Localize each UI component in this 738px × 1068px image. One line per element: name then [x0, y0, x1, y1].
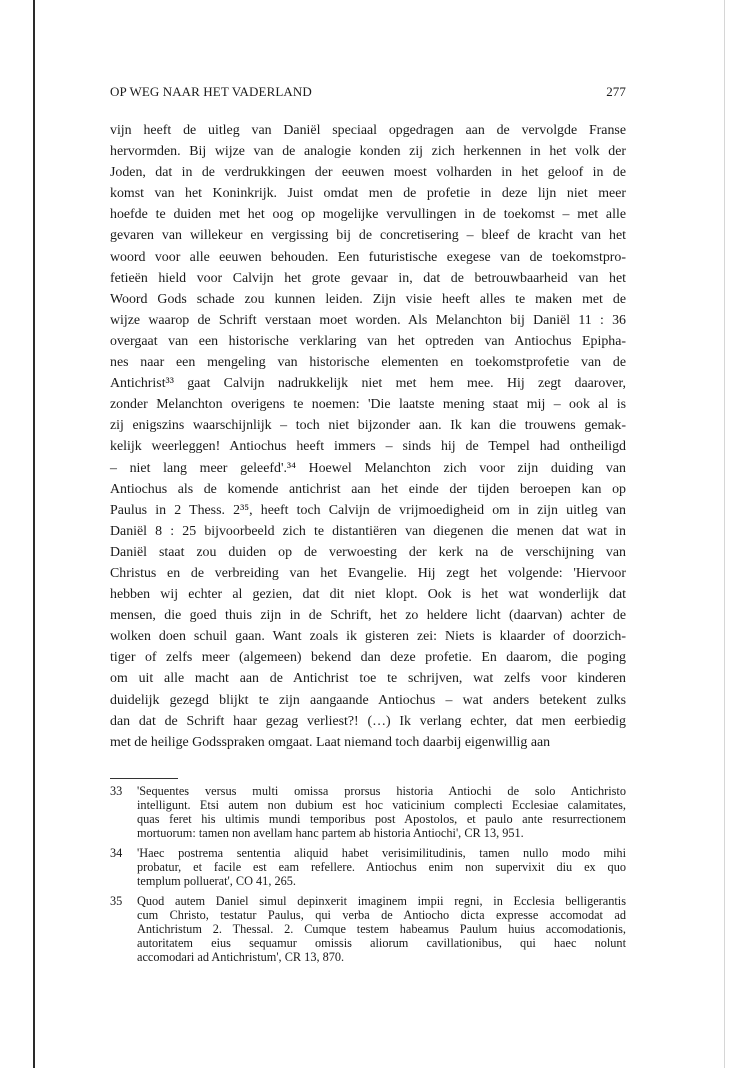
body-line: Daniël 8 : 25 bijvoorbeeld zich te distantiëren van diegenen die menen dat wat in: [110, 523, 626, 539]
page-right-edge-line: [724, 0, 725, 1068]
body-line: – niet lang meer geleefd'.³⁴ Hoewel Melanchton zich voor zijn duiding van: [110, 460, 626, 476]
body-line: komst van het Koninkrijk. Juist omdat men de profetie in deze lijn niet meer: [110, 186, 626, 202]
footnote-35: [110, 894, 626, 964]
footnote-line: 'Sequentes versus multi omissa prorsus historia Antiochi de solo Antichristo: [137, 784, 626, 798]
footnote-line: accomodari ad Antichristum', CR 13, 870.: [137, 950, 345, 964]
body-line: hebben wij echter al gezien, dat dit niet klopt. Ook is het wat wonderlijk dat: [110, 587, 626, 603]
footnote-separator: [110, 778, 178, 779]
body-line: Christus en de verbreiding van het Evangelie. Hij zegt het volgende: 'Hiervoor: [110, 565, 626, 581]
body-line: wolken doen schuil gaan. Want zoals ik gisteren zei: Niets is klaarder of doorzich-: [110, 629, 626, 645]
footnote-33: [110, 784, 626, 840]
footnote-line: templum polluerat', CO 41, 265.: [137, 874, 296, 888]
body-line: Antichrist³³ gaat Calvijn nadrukkelijk niet met hem mee. Hij zegt daarover,: [110, 376, 626, 392]
body-line: Woord Gods schade zou kunnen leiden. Zijn visie heeft alles te maken met de: [110, 291, 626, 307]
footnote-number: 33: [110, 784, 123, 798]
body-line: Daniël staat zou duiden op de verwoesting der kerk na de verschijning van: [110, 544, 626, 560]
body-line: fetieën hield voor Calvijn het grote gevaar in, dat de betrouwbaarheid van het: [110, 270, 626, 286]
body-line: wijze waarop de Schrift verstaan moet worden. Als Melanchton bij Daniël 11 : 36: [110, 312, 626, 328]
body-line: Joden, dat in de verdrukkingen der eeuwen moest volharden in het geloof in de: [110, 165, 626, 181]
body-line: met de heilige Godsspraken omgaat. Laat niemand toch daarbij eigenwillig aan: [110, 734, 551, 750]
body-line: gevaren van willekeur en vergissing bij de concretisering – bleef de kracht van het: [110, 228, 626, 244]
body-line: zonder Melanchton overigens te noemen: 'Die laatste mening staat mij – ook al is: [110, 397, 626, 413]
body-line: kelijk weerleggen! Antiochus heeft immers – sinds hij de Tempel had ontheiligd: [110, 439, 626, 455]
body-line: Paulus in 2 Thess. 2³⁵, heeft toch Calvijn de vrijmoedigheid om in zijn uitleg van: [110, 502, 626, 518]
body-line: hervormden. Bij wijze van de analogie konden zij zich herkennen in het volk der: [110, 144, 626, 160]
body-line: nes naar een mengeling van historische elementen en toekomstprofetie van de: [110, 355, 626, 371]
footnotes: [110, 784, 626, 970]
body-line: zij enigszins waarschijnlijk – toch niet bijzonder aan. Ik kan die trouwens gemak-: [110, 418, 626, 434]
body-text: [110, 120, 626, 753]
footnote-34: [110, 846, 626, 888]
body-line: tiger of zelfs meer (algemeen) bekend dan deze profetie. En daarom, die poging: [110, 650, 626, 666]
footnote-line: Quod autem Daniel simul depinxerit imaginem impii regni, in Ecclesia belligerantis: [137, 894, 626, 908]
footnote-line: intelligunt. Etsi autem non dubium est hoc vaticinium complecti Ecclesiae calamitates,: [137, 798, 626, 812]
body-line: duidelijk gezegd blijkt te zijn aangaande Antiochus – wat anders betekent zulks: [110, 692, 626, 708]
footnote-line: autoritatem eius sequamur omissis aliorum cavillationibus, qui haec nolunt: [137, 936, 626, 950]
footnote-number: 35: [110, 894, 123, 908]
footnote-line: Antichristum 2. Thessal. 2. Cumque testem habeamus Paulum huius accomodationis,: [137, 922, 626, 936]
body-line: om uit alle macht aan de Antichrist toe te schrijven, wat zelfs voor kinderen: [110, 671, 626, 687]
body-line: dan dat de Schrift haar gezag verliest?! (…) Ik verlang echter, dat men eerbiedig: [110, 713, 626, 729]
body-line: Antiochus als de komende antichrist aan het einde der tijden beroepen kan op: [110, 481, 626, 497]
footnote-line: 'Haec postrema sententia aliquid habet verisimilitudinis, tamen nullo modo mihi: [137, 846, 626, 860]
footnote-number: 34: [110, 846, 123, 860]
running-title: OP WEG NAAR HET VADERLAND: [110, 84, 312, 99]
footnote-line: probatur, et facile est eam refellere. Antiochus enim non supervixit diu ex quo: [137, 860, 626, 874]
body-line: hoefde te duiden met het oog op mogelijke vervullingen in de toekomst – met alle: [110, 207, 626, 223]
footnote-line: quas feret his ultimis mundi temporibus post Apostolos, et paulo ante resurrectionem: [137, 812, 626, 826]
page-left-edge-line: [33, 0, 35, 1068]
body-line: woord voor alle eeuwen behouden. Een futuristische exegese van de toekomstpro-: [110, 249, 626, 265]
footnote-line: cum Christo, testatur Paulus, qui verba de Antiocho dicta expresse accomodat ad: [137, 908, 626, 922]
body-line: mensen, die goed thuis zijn in de Schrift, het zo heldere licht (daarvan) achter de: [110, 608, 626, 624]
footnote-line: mortuorum: tamen non avellam hanc partem ab historia Antiochi', CR 13, 951.: [137, 826, 524, 840]
page-number: 277: [606, 84, 626, 99]
body-line: vijn heeft de uitleg van Daniël speciaal opgedragen aan de vervolgde Franse: [110, 123, 626, 138]
body-line: overgaat van een historische verklaring van het optreden van Antiochus Epipha-: [110, 333, 626, 349]
